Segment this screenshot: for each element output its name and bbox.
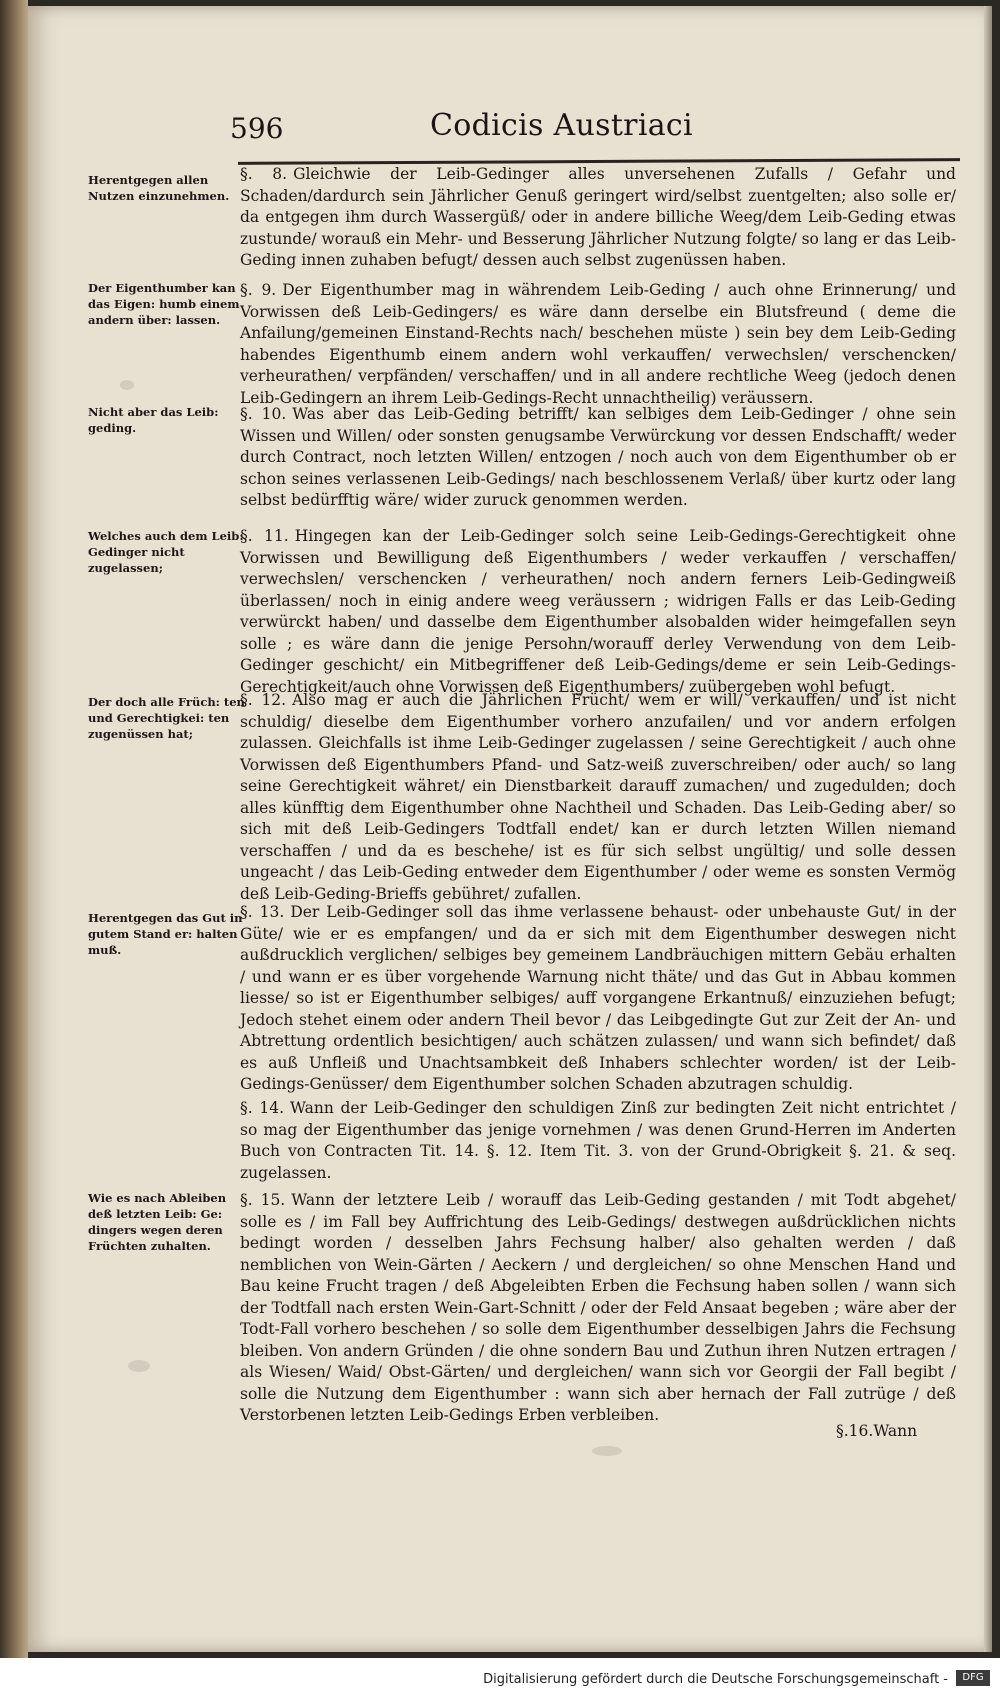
page-header	[230, 108, 730, 158]
paragraph-text: Was aber das Leib-Geding betrifft/ kan selbiges dem Leib-Gedinger / ohne sein Wissen und Willen/ oder sonsten genugsambe Verwürckung vor dessen Endschafft/ weder durch Contract, noch letzten Willen/ entzogen / noch auch von dem Eigenthumber ob er schon seines verlassenen Leib-Gedings/ nach beschlossenem Verlaß/ über kurtz oder lang selbst bedürfftig wäre/ wider zuruck genommen werden.	[240, 405, 956, 509]
paragraph-10	[240, 404, 956, 512]
section-number: §. 13.	[240, 903, 285, 921]
sidenote: Nicht aber das Leib: geding.	[88, 405, 219, 435]
sidenote: Welches auch dem Leib: Gedinger nicht zugelassen;	[88, 529, 244, 575]
sidenote: Der doch alle Früch: ten und Gerechtigkei: ten zugenüssen hat;	[88, 695, 245, 741]
section-number: §. 12.	[240, 691, 287, 709]
paragraph-text: Der Leib-Gedinger soll das ihme verlassene behaust- oder unbehauste Gut/ in der Güte/ wie er es empfangen/ und da er sich mit dem Eigenthumber deswegen nicht außdrucklich verglichen/ selbiges bey gemeinem Landbräuchigen mittern Gebäu erhalten / und wann er es über vorgehende Warnung nicht thäte/ und das Gut in Abbau kommen liesse/ so ist er Eigenthumber selbiges/ auff vorgangene Erkantnuß/ einzuziehen befugt; Jedoch stehet einem oder andern Theil bevor / das Leibgedingte Gut zur Zeit der An- und Abtrettung ordentlich besichtigen/ auch schätzen zulassen/ und wann sich befindet/ daß es auß Unfleiß und Unachtsambkeit deß Inhabers schlechter worden/ ist der Leib-Gedings-Genüsser/ dem Eigenthumber solchen Schaden abzutragen schuldig.	[240, 903, 956, 1093]
paragraph-13	[240, 902, 956, 1096]
paragraph-text: Hingegen kan der Leib-Gedinger solch seine Leib-Gedings-Gerechtigkeit ohne Vorwissen und Bewilligung deß Eigenthumbers / weder verkauffen / verschaffen/ verwechslen/ verschencken / verheurathen/ noch andern ferners Leib-Gedingweiß überlassen/ noch in einig andere weeg veräussern ; widrigen Falls er das Leib-Geding verwürckt haben/ und dasselbe dem Eigenthumber alsobalden wider heimgefallen seyn solle ; es wäre dann die jenige Persohn/worauff derley Verwendung von dem Leib-Gedinger geschicht/ ein Mitbegriffener deß Leib-Gedings/deme er sein Leib-Gedings-Gerechtigkeit/auch ohne Vorwissen deß Eigenthumbers/ zuübergeben wohl befugt.	[240, 527, 956, 696]
paragraph-11	[240, 526, 956, 698]
sidenote: Der Eigenthumber kan das Eigen: humb einem andern über: lassen.	[88, 281, 240, 327]
paper-stain	[592, 1446, 622, 1456]
paragraph-text: Der Eigenthumber mag in währendem Leib-Geding / auch ohne Erinnerung/ und Vorwissen deß Leib-Gedingers/ es wäre dann derselbe ein Blutsfreund ( deme die Anfailung/gemeinen Einstand-Rechts nach/ beschehen müste ) sein bey dem Leib-Geding habendes Eigenthumb einem andern wohl verkauffen/ verwechslen/ verschencken/ verheurathen/ verpfänden/ verschaffen/ und in all andere rechtliche Weeg (jedoch denen Leib-Gedingern an ihrem Leib-Gedings-Recht unnachtheilig) veräussern.	[240, 281, 956, 407]
dfg-logo: DFG	[956, 1670, 990, 1686]
page-number: 596	[230, 112, 284, 145]
page-edge	[984, 6, 992, 1652]
paragraph-15	[240, 1190, 956, 1427]
paragraph-text: Also mag er auch die Jährlichen Frücht/ wem er will/ verkauffen/ und ist nicht schuldig/ dieselbe dem Eigenthumber vorhero anzufailen/ und vor andern erfolgen zulassen. Gleichfalls ist ihme Leib-Gedinger zugelassen / seine Gerechtigkeit / auch ohne Vorwissen deß Eigenthumbers Pfand- und Satz-weiß zuverschreiben/ oder auch/ so lang seine Gerechtigkeit währet/ ein Dienstbarkeit darauff zumachen/ und zugedulden; doch alles künfftig dem Eigenthumber ohne Nachtheil und Schaden. Das Leib-Geding aber/ so sich mit deß Leib-Gedingers Todtfall endet/ kan er durch letzten Willen niemand verschaffen / und da es beschehe/ ist es für sich selbst ungültig/ und solle dessen ungeacht / das Leib-Geding entweder dem Eigenthumber / oder weme es sonsten Vermög deß Leib-Geding-Brieffs gebühret/ zufallen.	[240, 691, 956, 903]
paragraph-12	[240, 690, 956, 905]
section-number: §. 15.	[240, 1191, 286, 1209]
section-number: §. 11.	[240, 527, 289, 545]
sidenote: Herentgegen allen Nutzen einzunehmen.	[88, 173, 230, 203]
sidenote: Wie es nach Ableiben deß letzten Leib: Ge: dingers wegen deren Früchten zuhalten.	[88, 1191, 227, 1253]
section-number: §. 10.	[240, 405, 287, 423]
paper-stain	[120, 380, 134, 390]
section-number: §. 8.	[240, 165, 288, 183]
paper-stain	[128, 1360, 150, 1372]
paragraph-9	[240, 280, 956, 409]
section-number: §. 14.	[240, 1099, 285, 1117]
running-title: Codicis Austriaci	[430, 108, 693, 143]
book-binding	[0, 0, 28, 1658]
digitization-footer	[0, 1658, 1000, 1696]
sidenote: Herentgegen das Gut in gutem Stand er: halten muß.	[88, 911, 243, 957]
paragraph-14	[240, 1098, 956, 1184]
paragraph-8	[240, 164, 956, 272]
catchword: §.16.Wann	[836, 1422, 918, 1440]
footer-credit: Digitalisierung gefördert durch die Deutsche Forschungsgemeinschaft -	[483, 1672, 948, 1687]
paragraph-text: Wann der Leib-Gedinger den schuldigen Zinß zur bedingten Zeit nicht entrichtet / so mag der Eigenthumber das jenige vornehmen / was denen Grund-Herren im Anderten Buch von Contracten Tit. 14. §. 12. Item Tit. 3. von der Grund-Obrigkeit §. 21. & seq. zugelassen.	[240, 1099, 956, 1182]
paragraph-text: Wann der letztere Leib / worauff das Leib-Geding gestanden / mit Todt abgehet/ solle es / im Fall bey Auffrichtung des Leib-Gedings/ destwegen außdrücklichen nichts bedingt worden / desselben Jahrs Fechsung halber/ also gehalten werden / daß nemblichen von Wein-Gärten / Aeckern / und dergleichen/ so ohne Menschen Hand und Bau keine Frucht tragen / deß Abgeleibten Erben die Fechsung haben sollen / wann sich der Todtfall nach ersten Wein-Gart-Schnitt / oder der Feld Ansaat begeben ; wäre aber der Todt-Fall vorhero beschehen / so solle dem Eigenthumber desselbigen Jahrs die Fechsung bleiben. Von andern Gründen / die ohne sondern Bau und Zuthun ihren Nutzen ertragen / als Wiesen/ Waid/ Obst-Gärten/ und dergleichen/ wann sich vor Georgii der Fall begibt / solle die Nutzung dem Eigenthumber : wann sich aber hernach der Fall zutrüge / deß Verstorbenen letzten Leib-Gedings Erben verbleiben.	[240, 1191, 956, 1424]
paragraph-text: Gleichwie der Leib-Gedinger alles unversehenen Zufalls / Gefahr und Schaden/dardurch sein Jährlicher Genuß geringert wird/selbst zuentgelten; also solle er/ da entgegen ihm durch Wassergüß/ oder in andere billiche Weeg/dem Leib-Geding etwas zustunde/ worauß ein Mehr- und Besserung Jährlicher Nutzung folgte/ so lang er das Leib-Geding innen zuhaben befugt/ dessen auch selbst zugenüssen haben.	[240, 165, 956, 269]
section-number: §. 9.	[240, 281, 277, 299]
